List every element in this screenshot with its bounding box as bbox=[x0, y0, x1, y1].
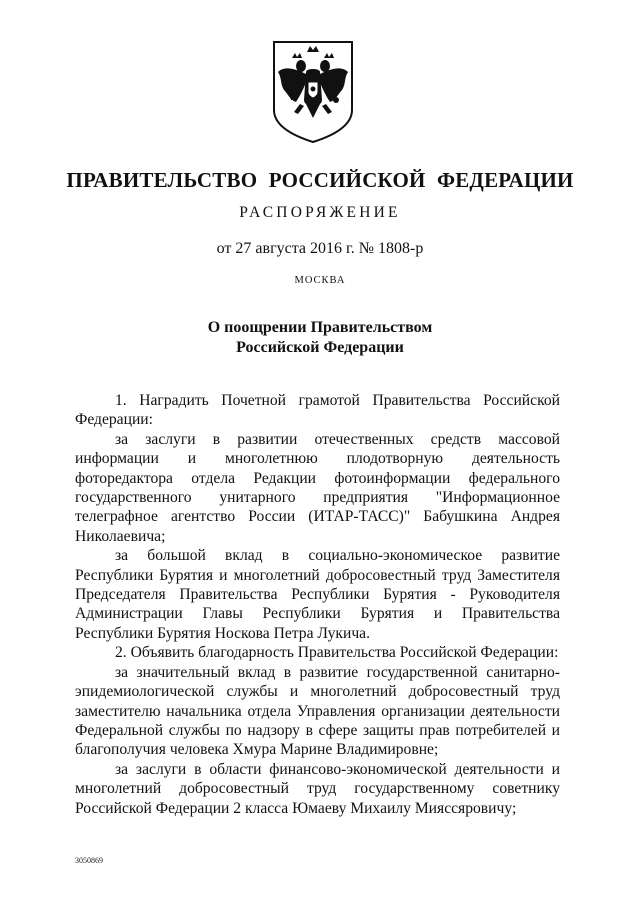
russian-coat-of-arms-icon bbox=[270, 38, 356, 144]
document-date-number: от 27 августа 2016 г. № 1808-р bbox=[216, 240, 424, 257]
body-paragraph: за заслуги в развитии отечественных средств массовой информации и многолетнюю плодотворную деятельность фоторедактора отдела Редакции фотоинформации федерального государственного унитарного предприятия "Информационное телеграфное агентство России (ИТАР-ТАСС)" Бабушкина Андрея Николаевича; bbox=[75, 430, 560, 545]
body-paragraph: 2. Объявить благодарность Правительства Российской Федерации: bbox=[115, 644, 559, 662]
subject-line: О поощрении Правительством bbox=[207, 319, 433, 336]
document-subject bbox=[0, 318, 640, 358]
government-title: ПРАВИТЕЛЬСТВО РОССИЙСКОЙ ФЕДЕРАЦИИ bbox=[66, 168, 574, 192]
body-paragraph: 1. Наградить Почетной грамотой Правительства Российской Федерации: bbox=[75, 392, 560, 429]
document-city: МОСКВА bbox=[294, 275, 346, 286]
document-footer-code: 3050869 bbox=[75, 856, 103, 865]
body-paragraph: за заслуги в области финансово-экономической деятельности и многолетний добросовестный труд государственному советнику Российской Федерации 2 класса Юмаеву Михаилу Мияссяровичу; bbox=[75, 760, 560, 817]
body-paragraph: за большой вклад в социально-экономическое развитие Республики Бурятия и многолетний добросовестный труд Заместителя Председателя Правительства Республики Бурятия - Руководителя Администрации Главы Республики Бурятия и Правительства Республики Бурятия Носкова Петра Лукича. bbox=[75, 547, 560, 642]
document-type: РАСПОРЯЖЕНИЕ bbox=[239, 204, 401, 221]
body-paragraph: за значительный вклад в развитие государственной санитарно-эпидемиологической службы и многолетний добросовестный труд заместителю начальника отдела Управления организации деятельности Федеральной службы по надзору в сфере защиты прав потребителей и благополучия человека Хмура Марине Владимировне; bbox=[75, 663, 560, 759]
document-body bbox=[75, 391, 560, 818]
subject-line: Российской Федерации bbox=[236, 339, 404, 356]
